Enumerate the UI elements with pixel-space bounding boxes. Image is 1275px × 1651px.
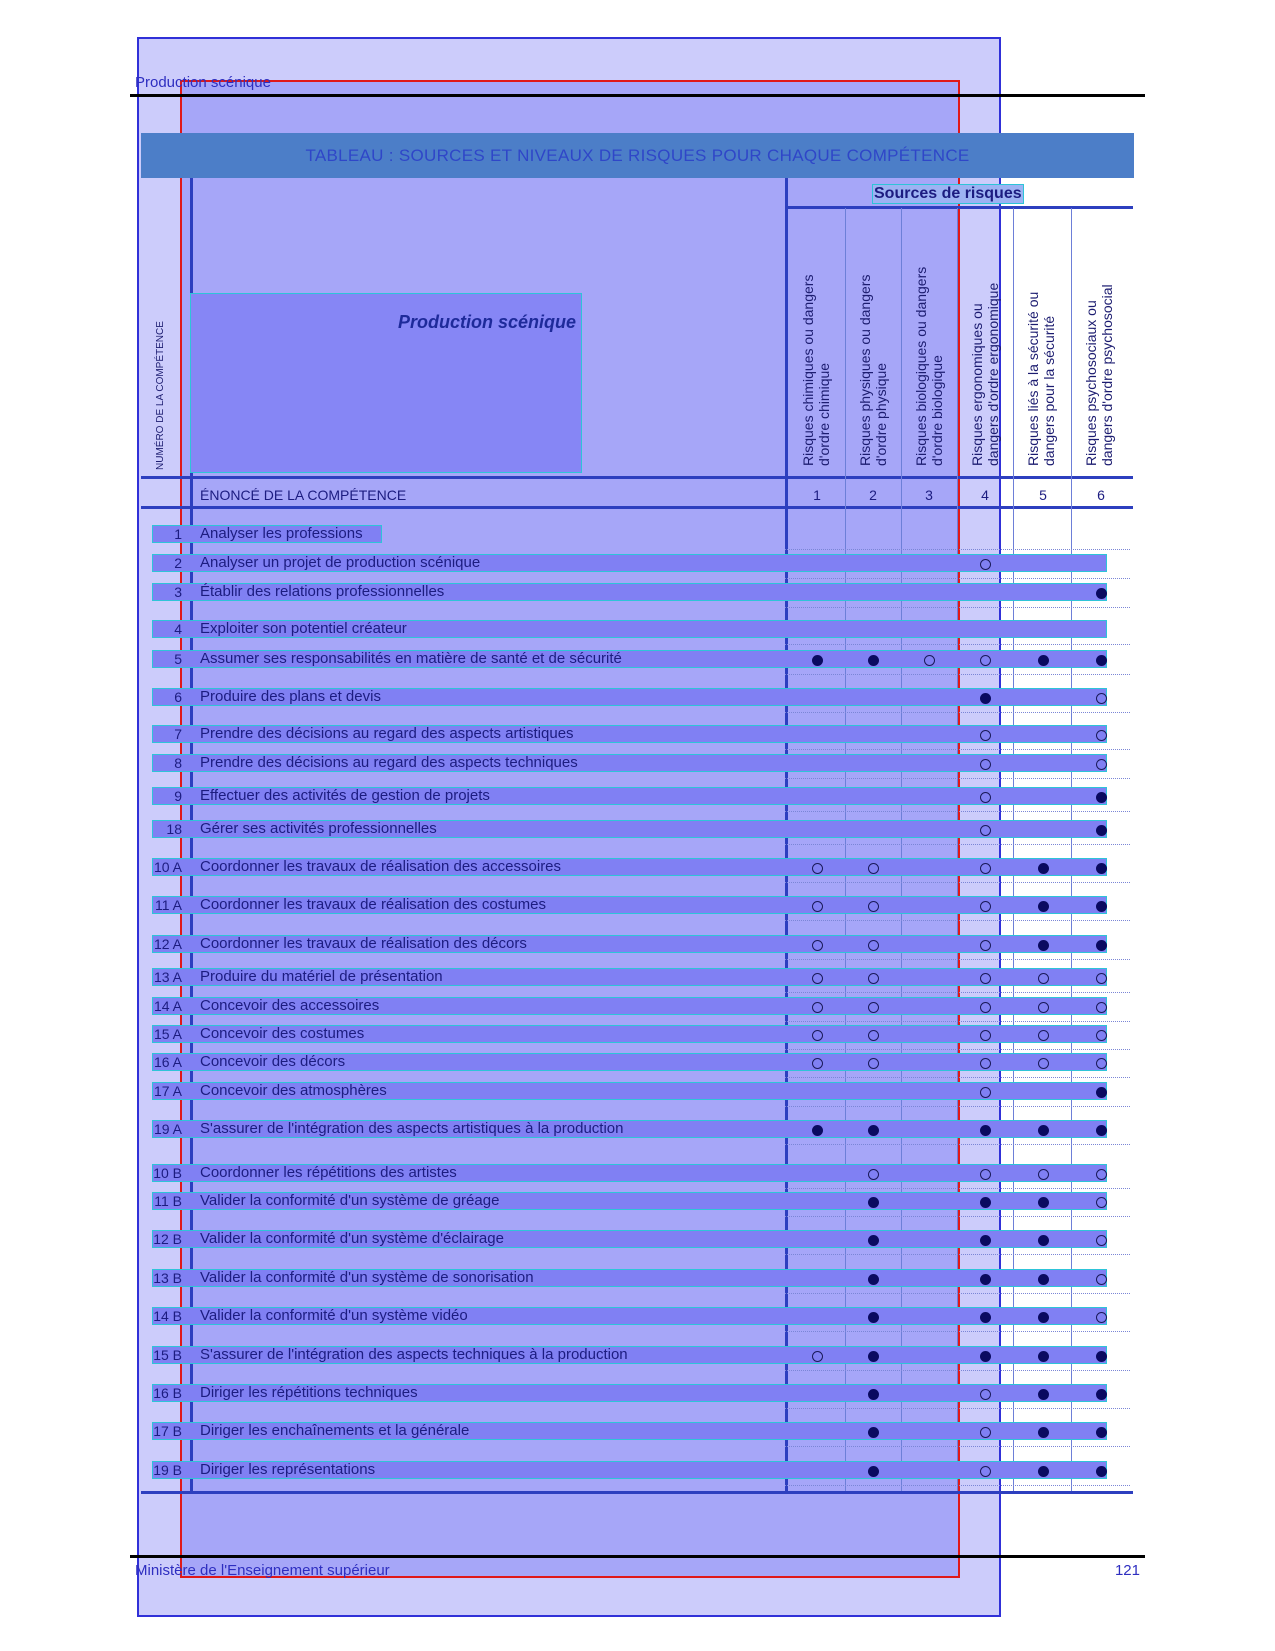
competency-statement: Analyser un projet de production scénique: [200, 554, 481, 571]
risk-column-header: [1025, 292, 1057, 466]
risk-mark-empty: [1096, 1235, 1107, 1246]
risk-mark-full: [980, 1274, 991, 1285]
row-separator: [785, 844, 1130, 845]
risk-mark-empty: [812, 901, 823, 912]
row-separator: [785, 920, 1130, 921]
risk-mark-empty: [980, 759, 991, 770]
row-separator: [785, 1446, 1130, 1447]
risk-mark-empty: [980, 1169, 991, 1180]
competency-statement: Diriger les enchaînements et la générale: [200, 1422, 470, 1439]
risk-mark-empty: [868, 901, 879, 912]
risk-mark-full: [980, 1351, 991, 1362]
competency-code: 6: [174, 689, 182, 705]
risk-mark-empty: [1038, 1030, 1049, 1041]
row-separator: [785, 1021, 1130, 1022]
risk-col-divider: [901, 208, 902, 1491]
row-separator: [785, 1049, 1130, 1050]
risk-col-divider: [1013, 208, 1014, 1491]
competency-statement: Prendre des décisions au regard des aspects techniques: [200, 754, 578, 771]
competency-code: 10 B: [153, 1165, 182, 1181]
risk-mark-empty: [980, 1002, 991, 1013]
row-separator: [785, 811, 1130, 812]
risk-mark-empty: [1038, 1169, 1049, 1180]
risk-mark-empty: [812, 1058, 823, 1069]
competency-code: 16 B: [153, 1385, 182, 1401]
risk-mark-full: [868, 1125, 879, 1136]
risk-mark-empty: [868, 863, 879, 874]
risk-mark-empty: [1038, 973, 1049, 984]
risk-mark-full: [1038, 940, 1049, 951]
risk-mark-full: [1096, 1087, 1107, 1098]
competency-statement: Valider la conformité d'un système de sonorisation: [200, 1269, 534, 1286]
risk-mark-empty: [812, 863, 823, 874]
competency-statement: Établir des relations professionnelles: [200, 583, 445, 600]
program-title: Production scénique: [398, 312, 577, 332]
row-separator: [785, 992, 1130, 993]
competency-statement: S'assurer de l'intégration des aspects artistiques à la production: [200, 1120, 624, 1137]
risk-header-line: Risques biologiques ou dangers: [913, 266, 929, 466]
risk-mark-full: [1038, 863, 1049, 874]
competency-code: 13 A: [153, 969, 182, 985]
risk-mark-empty: [980, 973, 991, 984]
competency-code: 8: [174, 755, 182, 771]
competency-code: 12 A: [153, 936, 182, 952]
risk-mark-full: [812, 1125, 823, 1136]
risk-mark-empty: [1096, 730, 1107, 741]
competency-code: 3: [174, 584, 182, 600]
competency-code: 9: [174, 788, 182, 804]
competency-statement: Concevoir des accessoires: [200, 997, 380, 1014]
risk-mark-full: [812, 655, 823, 666]
table-title: TABLEAU : SOURCES ET NIVEAUX DE RISQUES POUR CHAQUE COMPÉTENCE: [305, 145, 970, 165]
risk-mark-empty: [1096, 1169, 1107, 1180]
row-separator: [785, 959, 1130, 960]
risk-column-number: 1: [813, 487, 821, 503]
risk-mark-empty: [980, 1466, 991, 1477]
risk-mark-empty: [980, 863, 991, 874]
risk-mark-empty: [812, 1351, 823, 1362]
risk-mark-empty: [980, 792, 991, 803]
competency-code: 10 A: [153, 859, 182, 875]
risk-header-line: Risques chimiques ou dangers: [800, 274, 816, 466]
competency-code: 19 B: [153, 1462, 182, 1478]
competency-statement: Exploiter son potentiel créateur: [200, 620, 407, 637]
risk-col-divider: [1071, 208, 1072, 1491]
competency-code: 14 A: [153, 998, 182, 1014]
risk-mark-empty: [1096, 973, 1107, 984]
competency-statement: Concevoir des costumes: [200, 1025, 365, 1042]
risk-col-divider: [957, 208, 958, 1491]
risk-mark-empty: [868, 973, 879, 984]
competency-code: 15 A: [153, 1026, 182, 1042]
risk-mark-empty: [980, 1058, 991, 1069]
risk-mark-empty: [812, 940, 823, 951]
risk-mark-empty: [1096, 759, 1107, 770]
risk-header-line: Risques physiques ou dangers: [857, 274, 873, 466]
risk-mark-full: [1038, 1312, 1049, 1323]
risk-mark-full: [868, 655, 879, 666]
competency-statement: Coordonner les travaux de réalisation des décors: [200, 935, 527, 952]
competency-statement: Produire du matériel de présentation: [200, 968, 443, 985]
risk-mark-empty: [868, 1002, 879, 1013]
competency-statement: Valider la conformité d'un système d'éclairage: [200, 1230, 504, 1247]
running-footer: Ministère de l'Enseignement supérieur: [135, 1562, 390, 1579]
row-separator: [785, 1254, 1130, 1255]
risk-header-line: dangers d'ordre ergonomique: [985, 282, 1001, 466]
header-rule-bottom: [141, 506, 1133, 509]
row-separator: [785, 778, 1130, 779]
risk-mark-empty: [868, 1169, 879, 1180]
competency-statement: Gérer ses activités professionnelles: [200, 820, 437, 837]
competency-statement: Assumer ses responsabilités en matière de santé et de sécurité: [200, 650, 622, 667]
risk-mark-full: [1038, 1274, 1049, 1285]
code-column-label: NUMÉRO DE LA COMPÉTENCE: [155, 321, 166, 470]
running-header: Production scénique: [135, 74, 271, 91]
risk-mark-empty: [1096, 693, 1107, 704]
competency-statement: Coordonner les répétitions des artistes: [200, 1164, 457, 1181]
risk-column-number: 6: [1097, 487, 1105, 503]
competency-statement: Concevoir des atmosphères: [200, 1082, 387, 1099]
row-separator: [785, 578, 1130, 579]
risk-mark-empty: [1096, 1312, 1107, 1323]
risk-mark-full: [1038, 1466, 1049, 1477]
competency-code: 4: [174, 621, 182, 637]
sources-title: Sources de risques: [874, 185, 1022, 202]
row-separator: [785, 1293, 1130, 1294]
competency-statement: Diriger les répétitions techniques: [200, 1384, 418, 1401]
competency-statement: Prendre des décisions au regard des aspects artistiques: [200, 725, 574, 742]
risk-mark-full: [1096, 901, 1107, 912]
competency-code: 13 B: [153, 1270, 182, 1286]
risk-mark-full: [1038, 1427, 1049, 1438]
row-separator: [785, 674, 1130, 675]
competency-statement: Diriger les représentations: [200, 1461, 376, 1478]
row-separator: [785, 549, 1130, 550]
header-rule: [130, 94, 1145, 97]
sources-underline: [785, 206, 1133, 209]
risk-mark-empty: [812, 1002, 823, 1013]
risk-mark-full: [1038, 1125, 1049, 1136]
risk-mark-full: [1038, 901, 1049, 912]
row-separator: [785, 1331, 1130, 1332]
row-separator: [785, 1077, 1130, 1078]
risk-mark-full: [1096, 1389, 1107, 1400]
competency-statement: Valider la conformité d'un système de gréage: [200, 1192, 500, 1209]
row-separator: [785, 749, 1130, 750]
risk-column-header: [800, 275, 832, 466]
risk-mark-empty: [1096, 1030, 1107, 1041]
row-separator: [785, 712, 1130, 713]
row-separator: [785, 1106, 1130, 1107]
competency-code: 16 A: [153, 1054, 182, 1070]
competency-code: 2: [174, 555, 182, 571]
header-rule-top: [141, 476, 1133, 479]
row-separator: [785, 882, 1130, 883]
competency-code: 14 B: [153, 1308, 182, 1324]
risk-column-number: 4: [981, 487, 989, 503]
row-separator: [785, 607, 1130, 608]
risk-mark-full: [980, 1125, 991, 1136]
risk-mark-empty: [868, 1058, 879, 1069]
risk-mark-full: [1096, 588, 1107, 599]
competency-code: 1: [174, 526, 182, 542]
risk-header-line: d'ordre biologique: [929, 355, 945, 466]
risk-header-line: dangers pour la sécurité: [1041, 315, 1057, 466]
competency-statement: Coordonner les travaux de réalisation des costumes: [200, 896, 547, 913]
risk-mark-full: [868, 1427, 879, 1438]
statement-column-label: ÉNONCÉ DE LA COMPÉTENCE: [200, 487, 407, 503]
risk-header-line: d'ordre physique: [873, 362, 889, 466]
page-number: 121: [1114, 1562, 1140, 1579]
risk-mark-empty: [812, 973, 823, 984]
row-separator: [785, 1370, 1130, 1371]
competency-code: 11 B: [154, 1193, 182, 1209]
competency-code: 12 B: [153, 1231, 182, 1247]
competency-code: 11 A: [155, 897, 182, 913]
risk-mark-empty: [924, 655, 935, 666]
competency-statement: Valider la conformité d'un système vidéo: [200, 1307, 468, 1324]
risk-mark-empty: [1096, 1058, 1107, 1069]
risk-mark-full: [1096, 1351, 1107, 1362]
risk-mark-empty: [1038, 1058, 1049, 1069]
risk-header-line: Risques ergonomiques ou: [969, 303, 985, 466]
risk-mark-empty: [868, 1030, 879, 1041]
risk-mark-empty: [1096, 1274, 1107, 1285]
risk-mark-full: [1096, 655, 1107, 666]
risk-mark-empty: [980, 1087, 991, 1098]
risk-mark-full: [868, 1389, 879, 1400]
risk-column-header: [857, 275, 889, 466]
risk-header-line: Risques liés à la sécurité ou: [1025, 291, 1041, 466]
risk-mark-full: [1096, 1125, 1107, 1136]
row-separator: [785, 1144, 1130, 1145]
risk-mark-full: [868, 1235, 879, 1246]
risk-mark-full: [1096, 792, 1107, 803]
risk-mark-full: [980, 1235, 991, 1246]
risk-mark-full: [1096, 1427, 1107, 1438]
risk-column-number: 5: [1039, 487, 1047, 503]
risk-mark-full: [868, 1197, 879, 1208]
risk-mark-full: [1096, 825, 1107, 836]
risk-mark-full: [1038, 1389, 1049, 1400]
risk-mark-empty: [980, 1030, 991, 1041]
risk-mark-empty: [1038, 1002, 1049, 1013]
risk-mark-full: [868, 1466, 879, 1477]
risk-mark-full: [1096, 1466, 1107, 1477]
risk-mark-empty: [980, 940, 991, 951]
risk-mark-empty: [980, 559, 991, 570]
competency-code: 19 A: [153, 1121, 182, 1137]
risk-column-header: [913, 267, 945, 466]
risk-column-number: 3: [925, 487, 933, 503]
risk-mark-full: [980, 693, 991, 704]
competency-code: 17 B: [153, 1423, 182, 1439]
competency-code: 7: [174, 726, 182, 742]
risk-mark-full: [1038, 1351, 1049, 1362]
risk-mark-empty: [980, 901, 991, 912]
risk-column-header: [1083, 284, 1115, 466]
risk-mark-full: [1038, 1235, 1049, 1246]
competency-code: 18: [166, 821, 182, 837]
row-separator: [785, 644, 1130, 645]
risk-mark-empty: [980, 730, 991, 741]
row-separator: [785, 1485, 1130, 1486]
row-separator: [785, 1216, 1130, 1217]
competency-statement: Analyser les professions: [200, 525, 363, 542]
risk-mark-full: [1038, 655, 1049, 666]
competency-statement: Concevoir des décors: [200, 1053, 346, 1070]
risk-mark-empty: [1096, 1002, 1107, 1013]
risk-header-line: d'ordre chimique: [816, 362, 832, 466]
risk-mark-full: [980, 1312, 991, 1323]
competency-statement: Coordonner les travaux de réalisation des accessoires: [200, 858, 562, 875]
risk-col-divider: [845, 208, 846, 1491]
risk-column-header: [969, 283, 1001, 466]
table-bottom-rule: [141, 1491, 1133, 1494]
risk-mark-full: [980, 1197, 991, 1208]
competency-statement: S'assurer de l'intégration des aspects techniques à la production: [200, 1346, 628, 1363]
risk-header-line: dangers d'ordre psychosocial: [1099, 284, 1115, 466]
risk-mark-full: [868, 1351, 879, 1362]
risk-mark-empty: [868, 940, 879, 951]
footer-rule: [130, 1555, 1145, 1558]
risk-mark-empty: [980, 825, 991, 836]
competency-statement: Produire des plans et devis: [200, 688, 381, 705]
risk-mark-full: [868, 1274, 879, 1285]
competency-statement: Effectuer des activités de gestion de projets: [200, 787, 490, 804]
competency-code: 17 A: [153, 1083, 182, 1099]
risk-mark-full: [1038, 1197, 1049, 1208]
table-banner: [141, 133, 1134, 178]
competency-code: 5: [174, 651, 182, 667]
risk-mark-empty: [980, 1427, 991, 1438]
risk-mark-full: [868, 1312, 879, 1323]
risk-mark-full: [1096, 940, 1107, 951]
risk-column-number: 2: [869, 487, 877, 503]
row-separator: [785, 1408, 1130, 1409]
row-separator: [785, 1188, 1130, 1189]
risk-mark-full: [1096, 863, 1107, 874]
risk-header-line: Risques psychosociaux ou: [1083, 300, 1099, 466]
risk-mark-empty: [1096, 1197, 1107, 1208]
risk-mark-empty: [980, 655, 991, 666]
risk-mark-empty: [980, 1389, 991, 1400]
risk-mark-empty: [812, 1030, 823, 1041]
competency-code: 15 B: [153, 1347, 182, 1363]
